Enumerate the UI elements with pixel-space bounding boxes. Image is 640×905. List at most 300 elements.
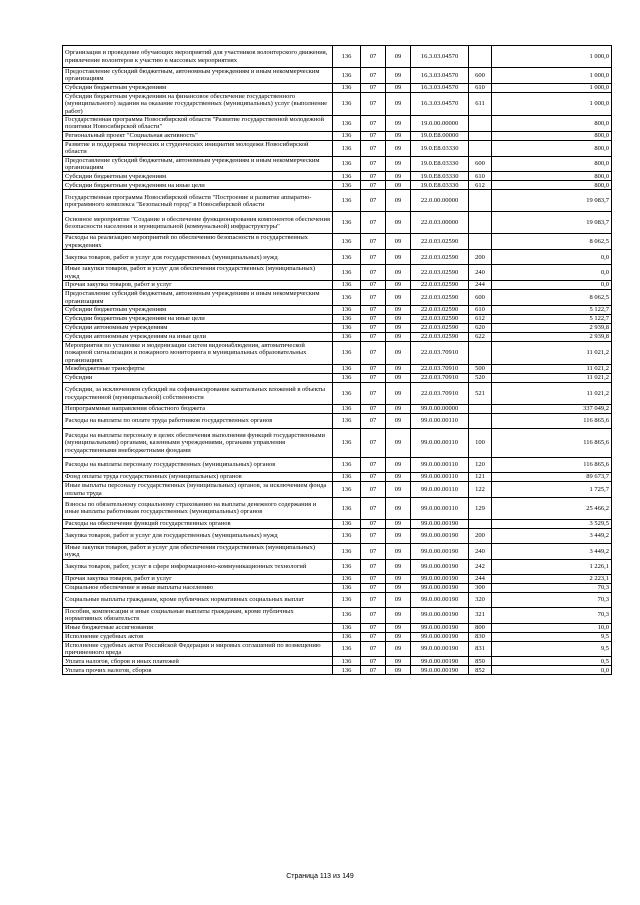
cell-sum: 8 062,5: [492, 290, 612, 306]
cell-vr: 600: [469, 290, 492, 306]
cell-vr: 240: [469, 543, 492, 559]
cell-csr: 99.0.00.00190: [411, 559, 469, 574]
cell-vr: 200: [469, 528, 492, 543]
cell-name: Развитие и поддержка творческих и студенческих инициатив молодежи Новосибирской области: [63, 140, 333, 156]
cell-vr: 610: [469, 305, 492, 314]
cell-name: Иные закупки товаров, работ и услуг для обеспечения государственных (муниципальных) нужд: [63, 265, 333, 281]
cell-name: Закупка товаров, работ и услуг для государственных (муниципальных) нужд: [63, 250, 333, 265]
cell-vr: 244: [469, 281, 492, 290]
cell-grbs: 136: [333, 405, 361, 414]
cell-csr: 99.0.00.00000: [411, 405, 469, 414]
cell-csr: 22.0.03.02590: [411, 250, 469, 265]
cell-vr: 600: [469, 156, 492, 172]
cell-vr: 612: [469, 181, 492, 190]
cell-name: Субсидии, за исключением субсидий на софинансирование капитальных вложений в объекты государственной (муниципальной) собственности: [63, 383, 333, 405]
cell-pr: 09: [386, 68, 411, 84]
cell-vr: 521: [469, 383, 492, 405]
cell-csr: 99.0.00.00110: [411, 429, 469, 458]
cell-pr: 09: [386, 623, 411, 632]
cell-pr: 09: [386, 528, 411, 543]
cell-sum: 800,0: [492, 116, 612, 132]
table-row: [63, 92, 612, 115]
cell-pr: 09: [386, 497, 411, 519]
cell-vr: [469, 519, 492, 528]
cell-pr: 09: [386, 632, 411, 641]
cell-grbs: 136: [333, 414, 361, 429]
cell-sum: 116 865,6: [492, 458, 612, 473]
table-row: [63, 314, 612, 323]
cell-grbs: 136: [333, 583, 361, 592]
cell-name: Прочая закупка товаров, работ и услуг: [63, 281, 333, 290]
cell-grbs: 136: [333, 641, 361, 657]
cell-rz: 07: [361, 46, 386, 68]
cell-name: Государственная программа Новосибирской области "Развитие государственной молодежной политики Новосибирской области": [63, 116, 333, 132]
cell-sum: 9,5: [492, 632, 612, 641]
cell-vr: 800: [469, 623, 492, 632]
cell-sum: 19 083,7: [492, 190, 612, 212]
cell-name: Расходы на выплаты персоналу в целях обеспечения выполнения функций государственными (муниципальными) органами, казенными учреждениями, органами управления государственными внебюджетными фондами: [63, 429, 333, 458]
table-row: [63, 657, 612, 666]
cell-rz: 07: [361, 172, 386, 181]
table-row: [63, 429, 612, 458]
cell-grbs: 136: [333, 234, 361, 250]
cell-csr: 19.0.00.00000: [411, 116, 469, 132]
cell-sum: 1 000,0: [492, 46, 612, 68]
cell-pr: 09: [386, 212, 411, 234]
cell-sum: 337 049,2: [492, 405, 612, 414]
cell-pr: 09: [386, 92, 411, 115]
cell-csr: 99.0.00.00190: [411, 607, 469, 623]
cell-csr: 22.0.03.00000: [411, 212, 469, 234]
cell-grbs: 136: [333, 83, 361, 92]
cell-grbs: 136: [333, 383, 361, 405]
cell-grbs: 136: [333, 323, 361, 332]
cell-rz: 07: [361, 305, 386, 314]
cell-rz: 07: [361, 323, 386, 332]
cell-grbs: 136: [333, 332, 361, 341]
cell-rz: 07: [361, 458, 386, 473]
cell-rz: 07: [361, 281, 386, 290]
cell-pr: 09: [386, 172, 411, 181]
cell-csr: 22.0.03.02590: [411, 314, 469, 323]
cell-name: Региональный проект "Социальная активность": [63, 131, 333, 140]
cell-rz: 07: [361, 641, 386, 657]
cell-grbs: 136: [333, 497, 361, 519]
table-row: [63, 592, 612, 607]
cell-vr: [469, 190, 492, 212]
cell-vr: 610: [469, 83, 492, 92]
cell-vr: 120: [469, 458, 492, 473]
cell-pr: 09: [386, 574, 411, 583]
cell-rz: 07: [361, 374, 386, 383]
cell-rz: 07: [361, 332, 386, 341]
cell-pr: 09: [386, 641, 411, 657]
cell-sum: 10,0: [492, 623, 612, 632]
cell-pr: 09: [386, 405, 411, 414]
cell-grbs: 136: [333, 574, 361, 583]
cell-pr: 09: [386, 607, 411, 623]
cell-pr: 09: [386, 290, 411, 306]
cell-pr: 09: [386, 657, 411, 666]
table-row: [63, 131, 612, 140]
cell-csr: 16.3.03.04570: [411, 46, 469, 68]
table-row: [63, 641, 612, 657]
cell-name: Иные выплаты персоналу государственных (муниципальных) органов, за исключением фонда оплаты труда: [63, 482, 333, 498]
table-row: [63, 543, 612, 559]
cell-rz: 07: [361, 92, 386, 115]
cell-grbs: 136: [333, 156, 361, 172]
cell-sum: 70,3: [492, 583, 612, 592]
table-row: [63, 68, 612, 84]
table-row: [63, 623, 612, 632]
cell-grbs: 136: [333, 519, 361, 528]
table-row: [63, 46, 612, 68]
cell-sum: 70,3: [492, 592, 612, 607]
cell-grbs: 136: [333, 250, 361, 265]
table-row: [63, 405, 612, 414]
cell-csr: 99.0.00.00190: [411, 666, 469, 675]
cell-grbs: 136: [333, 365, 361, 374]
cell-grbs: 136: [333, 666, 361, 675]
cell-csr: 16.3.03.04570: [411, 68, 469, 84]
cell-name: Субсидии бюджетным учреждениям: [63, 172, 333, 181]
cell-csr: 99.0.00.00110: [411, 458, 469, 473]
cell-vr: 242: [469, 559, 492, 574]
cell-pr: 09: [386, 414, 411, 429]
cell-csr: 22.0.03.02590: [411, 290, 469, 306]
cell-sum: 11 021,2: [492, 383, 612, 405]
cell-name: Закупка товаров, работ и услуг для государственных (муниципальных) нужд: [63, 528, 333, 543]
cell-name: Субсидии автономным учреждениям на иные цели: [63, 332, 333, 341]
cell-grbs: 136: [333, 607, 361, 623]
cell-grbs: 136: [333, 543, 361, 559]
cell-csr: 22.0.03.02590: [411, 265, 469, 281]
cell-csr: 22.0.03.70910: [411, 374, 469, 383]
table-row: [63, 83, 612, 92]
table-row: [63, 250, 612, 265]
cell-csr: 99.0.00.00190: [411, 583, 469, 592]
cell-name: Уплата прочих налогов, сборов: [63, 666, 333, 675]
cell-vr: [469, 140, 492, 156]
cell-rz: 07: [361, 156, 386, 172]
cell-pr: 09: [386, 592, 411, 607]
cell-pr: 09: [386, 234, 411, 250]
cell-name: Межбюджетные трансферты: [63, 365, 333, 374]
cell-csr: 99.0.00.00110: [411, 414, 469, 429]
cell-sum: 2 939,8: [492, 323, 612, 332]
cell-vr: 622: [469, 332, 492, 341]
cell-rz: 07: [361, 414, 386, 429]
cell-sum: 25 466,2: [492, 497, 612, 519]
cell-sum: 1 000,0: [492, 92, 612, 115]
cell-name: Расходы на обеспечение функций государственных органов: [63, 519, 333, 528]
cell-name: Иные закупки товаров, работ и услуг для обеспечения государственных (муниципальных) нужд: [63, 543, 333, 559]
cell-sum: 89 673,7: [492, 473, 612, 482]
cell-csr: 16.3.03.04570: [411, 83, 469, 92]
cell-sum: 0,0: [492, 250, 612, 265]
cell-vr: [469, 212, 492, 234]
cell-sum: 800,0: [492, 156, 612, 172]
cell-vr: 129: [469, 497, 492, 519]
cell-pr: 09: [386, 181, 411, 190]
cell-grbs: 136: [333, 172, 361, 181]
cell-csr: 22.0.03.70910: [411, 341, 469, 364]
cell-csr: 19.0.E8.03330: [411, 181, 469, 190]
cell-rz: 07: [361, 482, 386, 498]
cell-sum: 70,3: [492, 607, 612, 623]
cell-rz: 07: [361, 116, 386, 132]
cell-rz: 07: [361, 497, 386, 519]
cell-vr: [469, 341, 492, 364]
cell-csr: 19.0.E8.03330: [411, 172, 469, 181]
cell-vr: 830: [469, 632, 492, 641]
cell-grbs: 136: [333, 623, 361, 632]
cell-grbs: 136: [333, 131, 361, 140]
cell-name: Иные бюджетные ассигнования: [63, 623, 333, 632]
cell-sum: 116 865,6: [492, 414, 612, 429]
cell-grbs: 136: [333, 314, 361, 323]
cell-csr: 22.0.03.02590: [411, 281, 469, 290]
cell-rz: 07: [361, 574, 386, 583]
table-row: [63, 365, 612, 374]
cell-pr: 09: [386, 46, 411, 68]
table-row: [63, 458, 612, 473]
cell-vr: 100: [469, 429, 492, 458]
cell-rz: 07: [361, 131, 386, 140]
cell-vr: [469, 414, 492, 429]
cell-sum: 1 000,0: [492, 83, 612, 92]
cell-pr: 09: [386, 131, 411, 140]
cell-csr: 22.0.00.00000: [411, 190, 469, 212]
table-row: [63, 290, 612, 306]
cell-sum: 0,0: [492, 666, 612, 675]
cell-name: Субсидии бюджетным учреждениям: [63, 83, 333, 92]
table-row: [63, 383, 612, 405]
table-row: [63, 341, 612, 364]
cell-sum: 11 021,2: [492, 365, 612, 374]
cell-csr: 22.0.03.02590: [411, 305, 469, 314]
cell-grbs: 136: [333, 290, 361, 306]
cell-csr: 19.0.E8.00000: [411, 131, 469, 140]
cell-grbs: 136: [333, 528, 361, 543]
cell-vr: 500: [469, 365, 492, 374]
cell-pr: 09: [386, 250, 411, 265]
cell-name: Предоставление субсидий бюджетным, автономным учреждениям и иным некоммерческим организациям: [63, 290, 333, 306]
cell-vr: 321: [469, 607, 492, 623]
cell-name: Расходы на выплаты персоналу государственных (муниципальных) органов: [63, 458, 333, 473]
table-row: [63, 172, 612, 181]
cell-rz: 07: [361, 365, 386, 374]
table-row: [63, 212, 612, 234]
cell-rz: 07: [361, 543, 386, 559]
cell-name: Расходы на выплаты по оплате труда работников государственных органов: [63, 414, 333, 429]
cell-rz: 07: [361, 429, 386, 458]
cell-grbs: 136: [333, 140, 361, 156]
table-row: [63, 265, 612, 281]
cell-vr: 620: [469, 323, 492, 332]
cell-sum: 19 083,7: [492, 212, 612, 234]
cell-sum: 9,5: [492, 641, 612, 657]
cell-name: Субсидии: [63, 374, 333, 383]
cell-grbs: 136: [333, 341, 361, 364]
cell-grbs: 136: [333, 190, 361, 212]
cell-name: Предоставление субсидий бюджетным, автономным учреждениям и иным некоммерческим организациям: [63, 156, 333, 172]
cell-rz: 07: [361, 190, 386, 212]
cell-rz: 07: [361, 528, 386, 543]
cell-rz: 07: [361, 234, 386, 250]
cell-vr: [469, 116, 492, 132]
cell-rz: 07: [361, 623, 386, 632]
cell-sum: 1 226,1: [492, 559, 612, 574]
cell-pr: 09: [386, 341, 411, 364]
cell-pr: 09: [386, 559, 411, 574]
cell-grbs: 136: [333, 592, 361, 607]
cell-csr: 99.0.00.00190: [411, 574, 469, 583]
cell-vr: 240: [469, 265, 492, 281]
cell-name: Субсидии бюджетным учреждениям: [63, 305, 333, 314]
cell-csr: 22.0.03.02590: [411, 323, 469, 332]
cell-grbs: 136: [333, 116, 361, 132]
cell-rz: 07: [361, 140, 386, 156]
cell-name: Организация и проведение обучающих мероприятий для участников волонтерского движения, привлечение волонтеров к участию в массовых мероприятиях: [63, 46, 333, 68]
cell-pr: 09: [386, 374, 411, 383]
cell-vr: 610: [469, 172, 492, 181]
cell-grbs: 136: [333, 482, 361, 498]
table-row: [63, 140, 612, 156]
cell-grbs: 136: [333, 473, 361, 482]
cell-sum: 8 062,5: [492, 234, 612, 250]
cell-pr: 09: [386, 190, 411, 212]
cell-vr: 600: [469, 68, 492, 84]
cell-csr: 99.0.00.00110: [411, 497, 469, 519]
cell-rz: 07: [361, 519, 386, 528]
cell-name: Исполнение судебных актов Российской Федерации и мировых соглашений по возмещению причиненного вреда: [63, 641, 333, 657]
cell-name: Прочая закупка товаров, работ и услуг: [63, 574, 333, 583]
cell-pr: 09: [386, 281, 411, 290]
cell-grbs: 136: [333, 374, 361, 383]
cell-vr: [469, 46, 492, 68]
cell-pr: 09: [386, 314, 411, 323]
cell-pr: 09: [386, 543, 411, 559]
cell-csr: 22.0.03.02590: [411, 332, 469, 341]
cell-sum: 0,0: [492, 265, 612, 281]
cell-name: Пособия, компенсации и иные социальные выплаты гражданам, кроме публичных нормативных обязательств: [63, 607, 333, 623]
cell-rz: 07: [361, 383, 386, 405]
table-row: [63, 281, 612, 290]
cell-name: Основное мероприятие "Создание и обеспечение функционирования компонентов обеспечения безопасности населения и муниципальной (коммунальной) инфраструктуры": [63, 212, 333, 234]
cell-name: Непрограммные направления областного бюджета: [63, 405, 333, 414]
cell-sum: 5 122,7: [492, 305, 612, 314]
cell-sum: 116 865,6: [492, 429, 612, 458]
cell-pr: 09: [386, 140, 411, 156]
cell-vr: 122: [469, 482, 492, 498]
cell-rz: 07: [361, 559, 386, 574]
cell-vr: 611: [469, 92, 492, 115]
cell-grbs: 136: [333, 68, 361, 84]
cell-csr: 16.3.03.04570: [411, 92, 469, 115]
cell-name: Взносы по обязательному социальному страхованию на выплаты денежного содержания и иные выплаты работникам государственных (муниципальных) органов: [63, 497, 333, 519]
cell-rz: 07: [361, 657, 386, 666]
cell-name: Расходы на реализацию мероприятий по обеспечению безопасности в государственных учреждениях: [63, 234, 333, 250]
table-row: [63, 497, 612, 519]
cell-name: Субсидии бюджетным учреждениям на финансовое обеспечение государственного (муниципального) задания на оказание государственных (муниципальных) услуг (выполнение работ): [63, 92, 333, 115]
table-row: [63, 528, 612, 543]
cell-pr: 09: [386, 83, 411, 92]
cell-sum: 800,0: [492, 172, 612, 181]
cell-rz: 07: [361, 592, 386, 607]
cell-grbs: 136: [333, 92, 361, 115]
cell-sum: 3 529,5: [492, 519, 612, 528]
cell-sum: 3 449,2: [492, 543, 612, 559]
cell-rz: 07: [361, 341, 386, 364]
cell-vr: 121: [469, 473, 492, 482]
table-row: [63, 323, 612, 332]
cell-vr: 520: [469, 374, 492, 383]
cell-pr: 09: [386, 429, 411, 458]
cell-rz: 07: [361, 68, 386, 84]
table-row: [63, 632, 612, 641]
cell-csr: 99.0.00.00190: [411, 623, 469, 632]
page-footer: Страница 113 из 149: [286, 873, 354, 880]
cell-vr: 831: [469, 641, 492, 657]
cell-rz: 07: [361, 181, 386, 190]
table-row: [63, 374, 612, 383]
table-row: [63, 305, 612, 314]
cell-name: Исполнение судебных актов: [63, 632, 333, 641]
table-row: [63, 482, 612, 498]
cell-rz: 07: [361, 250, 386, 265]
cell-csr: 99.0.00.00190: [411, 519, 469, 528]
cell-pr: 09: [386, 265, 411, 281]
cell-sum: 5 122,7: [492, 314, 612, 323]
cell-grbs: 136: [333, 212, 361, 234]
cell-pr: 09: [386, 323, 411, 332]
cell-rz: 07: [361, 212, 386, 234]
cell-rz: 07: [361, 473, 386, 482]
cell-pr: 09: [386, 473, 411, 482]
cell-sum: 1 000,0: [492, 68, 612, 84]
cell-rz: 07: [361, 83, 386, 92]
cell-sum: 3 449,2: [492, 528, 612, 543]
cell-pr: 09: [386, 383, 411, 405]
cell-sum: 2 223,1: [492, 574, 612, 583]
cell-vr: 852: [469, 666, 492, 675]
table-body: [63, 46, 612, 675]
cell-pr: 09: [386, 519, 411, 528]
cell-vr: 850: [469, 657, 492, 666]
table-row: [63, 332, 612, 341]
cell-csr: 99.0.00.00190: [411, 528, 469, 543]
cell-rz: 07: [361, 265, 386, 281]
cell-csr: 22.0.03.70910: [411, 365, 469, 374]
cell-grbs: 136: [333, 429, 361, 458]
cell-rz: 07: [361, 607, 386, 623]
table-row: [63, 190, 612, 212]
cell-pr: 09: [386, 156, 411, 172]
table-row: [63, 607, 612, 623]
cell-name: Закупка товаров, работ, услуг в сфере информационно-коммуникационных технологий: [63, 559, 333, 574]
cell-csr: 99.0.00.00190: [411, 641, 469, 657]
cell-grbs: 136: [333, 559, 361, 574]
cell-pr: 09: [386, 482, 411, 498]
cell-name: Субсидии автономным учреждениям: [63, 323, 333, 332]
cell-name: Уплата налогов, сборов и иных платежей: [63, 657, 333, 666]
cell-rz: 07: [361, 405, 386, 414]
cell-vr: [469, 405, 492, 414]
table-row: [63, 473, 612, 482]
cell-rz: 07: [361, 290, 386, 306]
cell-pr: 09: [386, 116, 411, 132]
